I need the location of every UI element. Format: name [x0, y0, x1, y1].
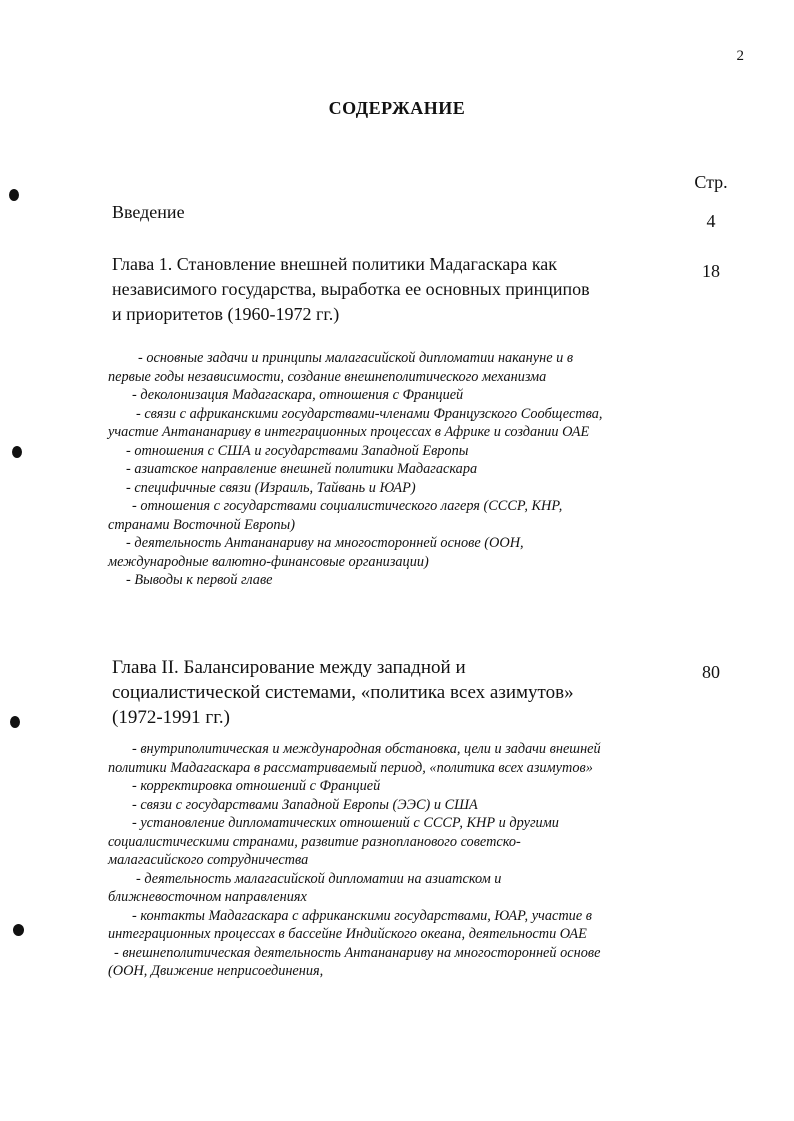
- chapter-1-item: - основные задачи и принципы малагасийской дипломатии накануне и в первые годы независимости, создание внешнеполитического механизма: [108, 350, 574, 385]
- chapter-2-item: - корректировка отношений с Францией: [132, 778, 381, 794]
- chapter-2-item: - связи с государствами Западной Европы (ЭЭС) и США: [132, 796, 478, 813]
- chapter-2-title: Глава II. Балансирование между западной и социалистической системами, «политика всех азимутов» (1972-1991 гг.): [112, 657, 574, 728]
- binder-hole-mark: [12, 446, 22, 458]
- chapter-1-item: - связи с африканскими государствами-членами Французского Сообщества, участие Антананариву в интеграционных процессах в Африке и создании ОАЕ: [108, 405, 603, 440]
- page-title: СОДЕРЖАНИЕ: [328, 98, 466, 118]
- binder-hole-mark: [13, 924, 24, 936]
- chapter-1-title: Глава 1. Становление внешней политики Мадагаскара как независимого государства, выработка ее основных принципов и приоритетов (1960-1972 гг.): [112, 254, 590, 324]
- chapter-2-item: - установление дипломатических отношений с СССР, КНР и другими социалистическими странами, развитие разнопланового советско-малагасийского сотрудничества: [108, 815, 559, 868]
- intro-entry: Введение: [112, 202, 185, 222]
- chapter-2-item: - внешнеполитическая деятельность Антананариву на многосторонней основе (ООН, Движение неприсоединения,: [108, 944, 601, 979]
- chapter-2-item: - контакты Мадагаскара с африканскими государствами, ЮАР, участие в интеграционных процессах в бассейне Индийского океана, деятельности ОАЕ: [108, 907, 592, 942]
- chapter-1-item: - азиатское направление внешней политики Мадагаскара: [126, 461, 478, 477]
- page-column-label: Стр.: [694, 172, 728, 192]
- binder-hole-mark: [9, 189, 19, 201]
- chapter-2-item: - внутриполитическая и международная обстановка, цели и задачи внешней политики Мадагаскара в рассматриваемый период, «политика всех азимутов»: [108, 741, 601, 776]
- binder-hole-mark: [10, 716, 20, 728]
- chapter-2-page: 80: [702, 662, 720, 682]
- chapter-2-subsections: [108, 740, 613, 981]
- chapter-1-item: - отношения с государствами социалистического лагеря (СССР, КНР, странами Восточной Европы): [108, 498, 563, 533]
- chapter-1-item: - специфичные связи (Израиль, Тайвань и ЮАР): [126, 479, 416, 496]
- chapter-2-item: - деятельность малагасийской дипломатии на азиатском и ближневосточном направлениях: [108, 870, 502, 905]
- page-number: 2: [736, 48, 744, 64]
- chapter-1-subsections: [108, 349, 613, 590]
- chapter-1-item: - Выводы к первой главе: [126, 572, 273, 588]
- intro-page: 4: [706, 211, 716, 231]
- chapter-1-page: 18: [702, 261, 720, 281]
- chapter-1-item: - отношения с США и государствами Западной Европы: [126, 442, 469, 459]
- chapter-1-item: - деятельность Антананариву на многосторонней основе (ООН, международные валютно-финансовые организации): [108, 535, 524, 570]
- chapter-1-item: - деколонизация Мадагаскара, отношения с Францией: [132, 387, 464, 403]
